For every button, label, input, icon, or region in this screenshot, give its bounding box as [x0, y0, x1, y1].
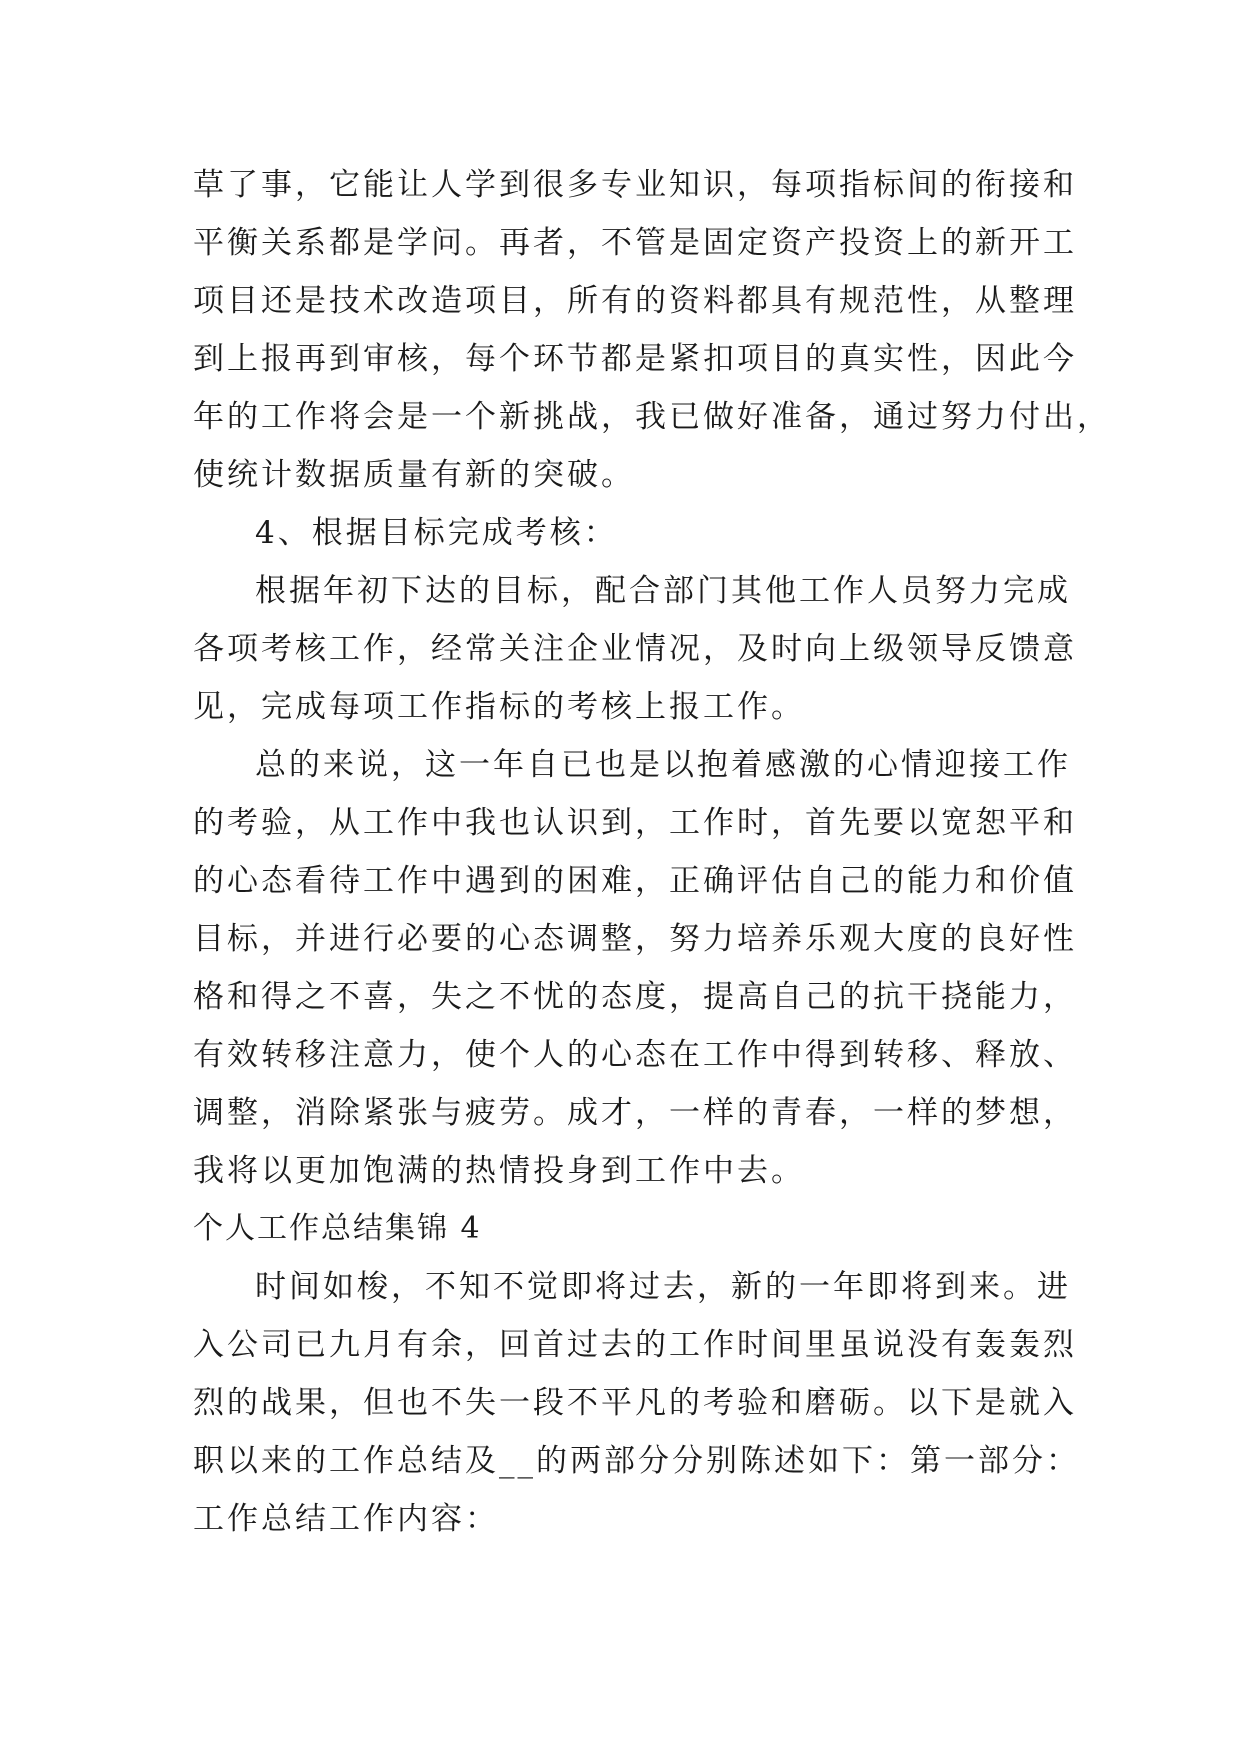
text-line: 的心态看待工作中遇到的困难，正确评估自己的能力和价值: [193, 863, 1077, 899]
text-line: 目标，并进行必要的心态调整，努力培养乐观大度的良好性: [193, 921, 1077, 957]
text-line: 总的来说，这一年自已也是以抱着感激的心情迎接工作: [255, 747, 1071, 783]
text-line: 年的工作将会是一个新挑战，我已做好准备，通过努力付出，: [193, 399, 1111, 435]
text-line: 调整，消除紧张与疲劳。成才，一样的青春，一样的梦想，: [193, 1095, 1077, 1131]
text-line: 职以来的工作总结及__的两部分分别陈述如下：第一部分：: [193, 1443, 1080, 1479]
text-line: 见，完成每项工作指标的考核上报工作。: [193, 689, 805, 725]
section-subheading: 4、根据目标完成考核：: [255, 515, 618, 551]
text-line: 有效转移注意力，使个人的心态在工作中得到转移、释放、: [193, 1037, 1077, 1073]
text-line: 入公司已九月有余，回首过去的工作时间里虽说没有轰轰烈: [193, 1327, 1077, 1363]
text-line: 各项考核工作，经常关注企业情况，及时向上级领导反馈意: [193, 631, 1077, 667]
text-line: 格和得之不喜，失之不忧的态度，提高自己的抗干挠能力，: [193, 979, 1077, 1015]
text-line: 草了事，它能让人学到很多专业知识，每项指标间的衔接和: [193, 167, 1077, 203]
text-line: 烈的战果，但也不失一段不平凡的考验和磨砺。以下是就入: [193, 1385, 1077, 1421]
text-line: 我将以更加饱满的热情投身到工作中去。: [193, 1153, 805, 1189]
text-line: 根据年初下达的目标，配合部门其他工作人员努力完成: [255, 573, 1071, 609]
text-line: 平衡关系都是学问。再者，不管是固定资产投资上的新开工: [193, 225, 1077, 261]
text-line: 时间如梭，不知不觉即将过去，新的一年即将到来。进: [255, 1269, 1071, 1305]
section-heading: 个人工作总结集锦 4: [193, 1211, 482, 1246]
text-line: 到上报再到审核，每个环节都是紧扣项目的真实性，因此今: [193, 341, 1077, 377]
text-line: 工作总结工作内容：: [193, 1501, 499, 1537]
text-line: 的考验，从工作中我也认识到，工作时，首先要以宽恕平和: [193, 805, 1077, 841]
text-line: 项目还是技术改造项目，所有的资料都具有规范性，从整理: [193, 283, 1077, 319]
text-line: 使统计数据质量有新的突破。: [193, 457, 635, 493]
document-body: [193, 156, 1111, 1548]
